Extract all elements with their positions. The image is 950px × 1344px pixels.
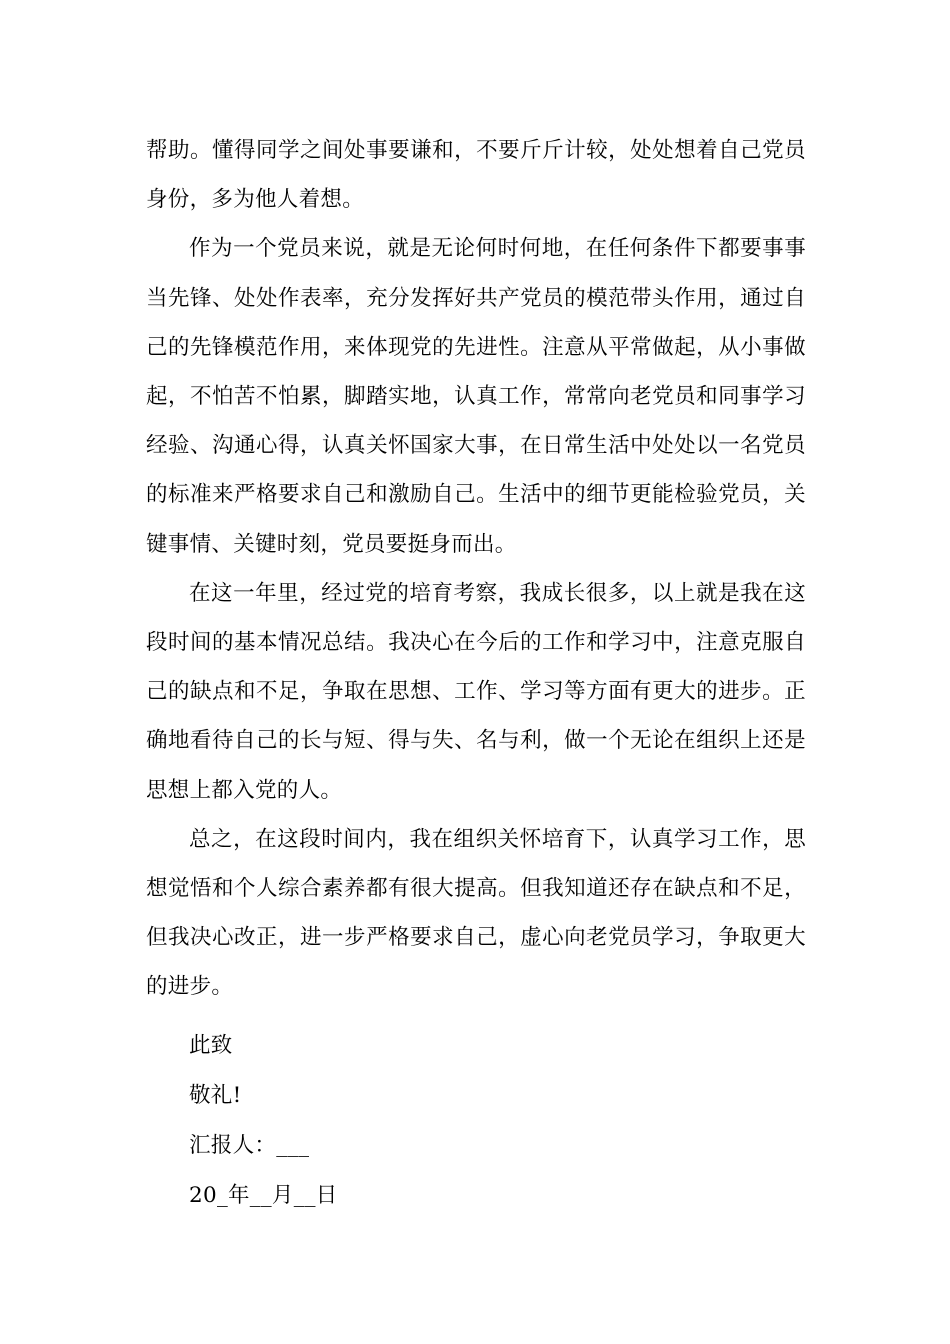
paragraph-year-summary: 在这一年里，经过党的培育考察，我成长很多，以上就是我在这段时间的基本情况总结。我决心在今后的工作和学习中，注意克服自己的缺点和不足，争取在思想、工作、学习等方面有更大的进步。正确地看待自己的长与短、得与失、名与利，做一个无论在组织上还是思想上都入党的人。 [146, 580, 806, 803]
report-date-line: 20_年__月__日 [189, 1183, 338, 1208]
reporter-signature-line: 汇报人：___ [189, 1133, 310, 1158]
closing-regards: 敬礼! [189, 1083, 242, 1108]
paragraph-party-member-role: 作为一个党员来说，就是无论何时何地，在任何条件下都要事事当先锋、处处作表率，充分发挥好共产党员的模范带头作用，通过自己的先锋模范作用，来体现党的先进性。注意从平常做起，从小事做起，不怕苦不怕累，脚踏实地，认真工作，常常向老党员和同事学习经验、沟通心得，认真关怀国家大事，在日常生活中处处以一名党员的标准来严格要求自己和激励自己。生活中的细节更能检验党员，关键事情、关键时刻，党员要挺身而出。 [146, 236, 806, 557]
paragraph-continuation: 帮助。懂得同学之间处事要谦和，不要斤斤计较，处处想着自己党员身份，多为他人着想。 [146, 138, 806, 213]
closing-block [189, 1021, 338, 1221]
document-body [146, 126, 806, 1012]
paragraph-conclusion: 总之，在这段时间内，我在组织关怀培育下，认真学习工作，思想觉悟和个人综合素养都有很大提高。但我知道还存在缺点和不足，但我决心改正，进一步严格要求自己，虚心向老党员学习，争取更大的进步。 [146, 826, 806, 1000]
closing-salutation: 此致 [189, 1033, 233, 1058]
